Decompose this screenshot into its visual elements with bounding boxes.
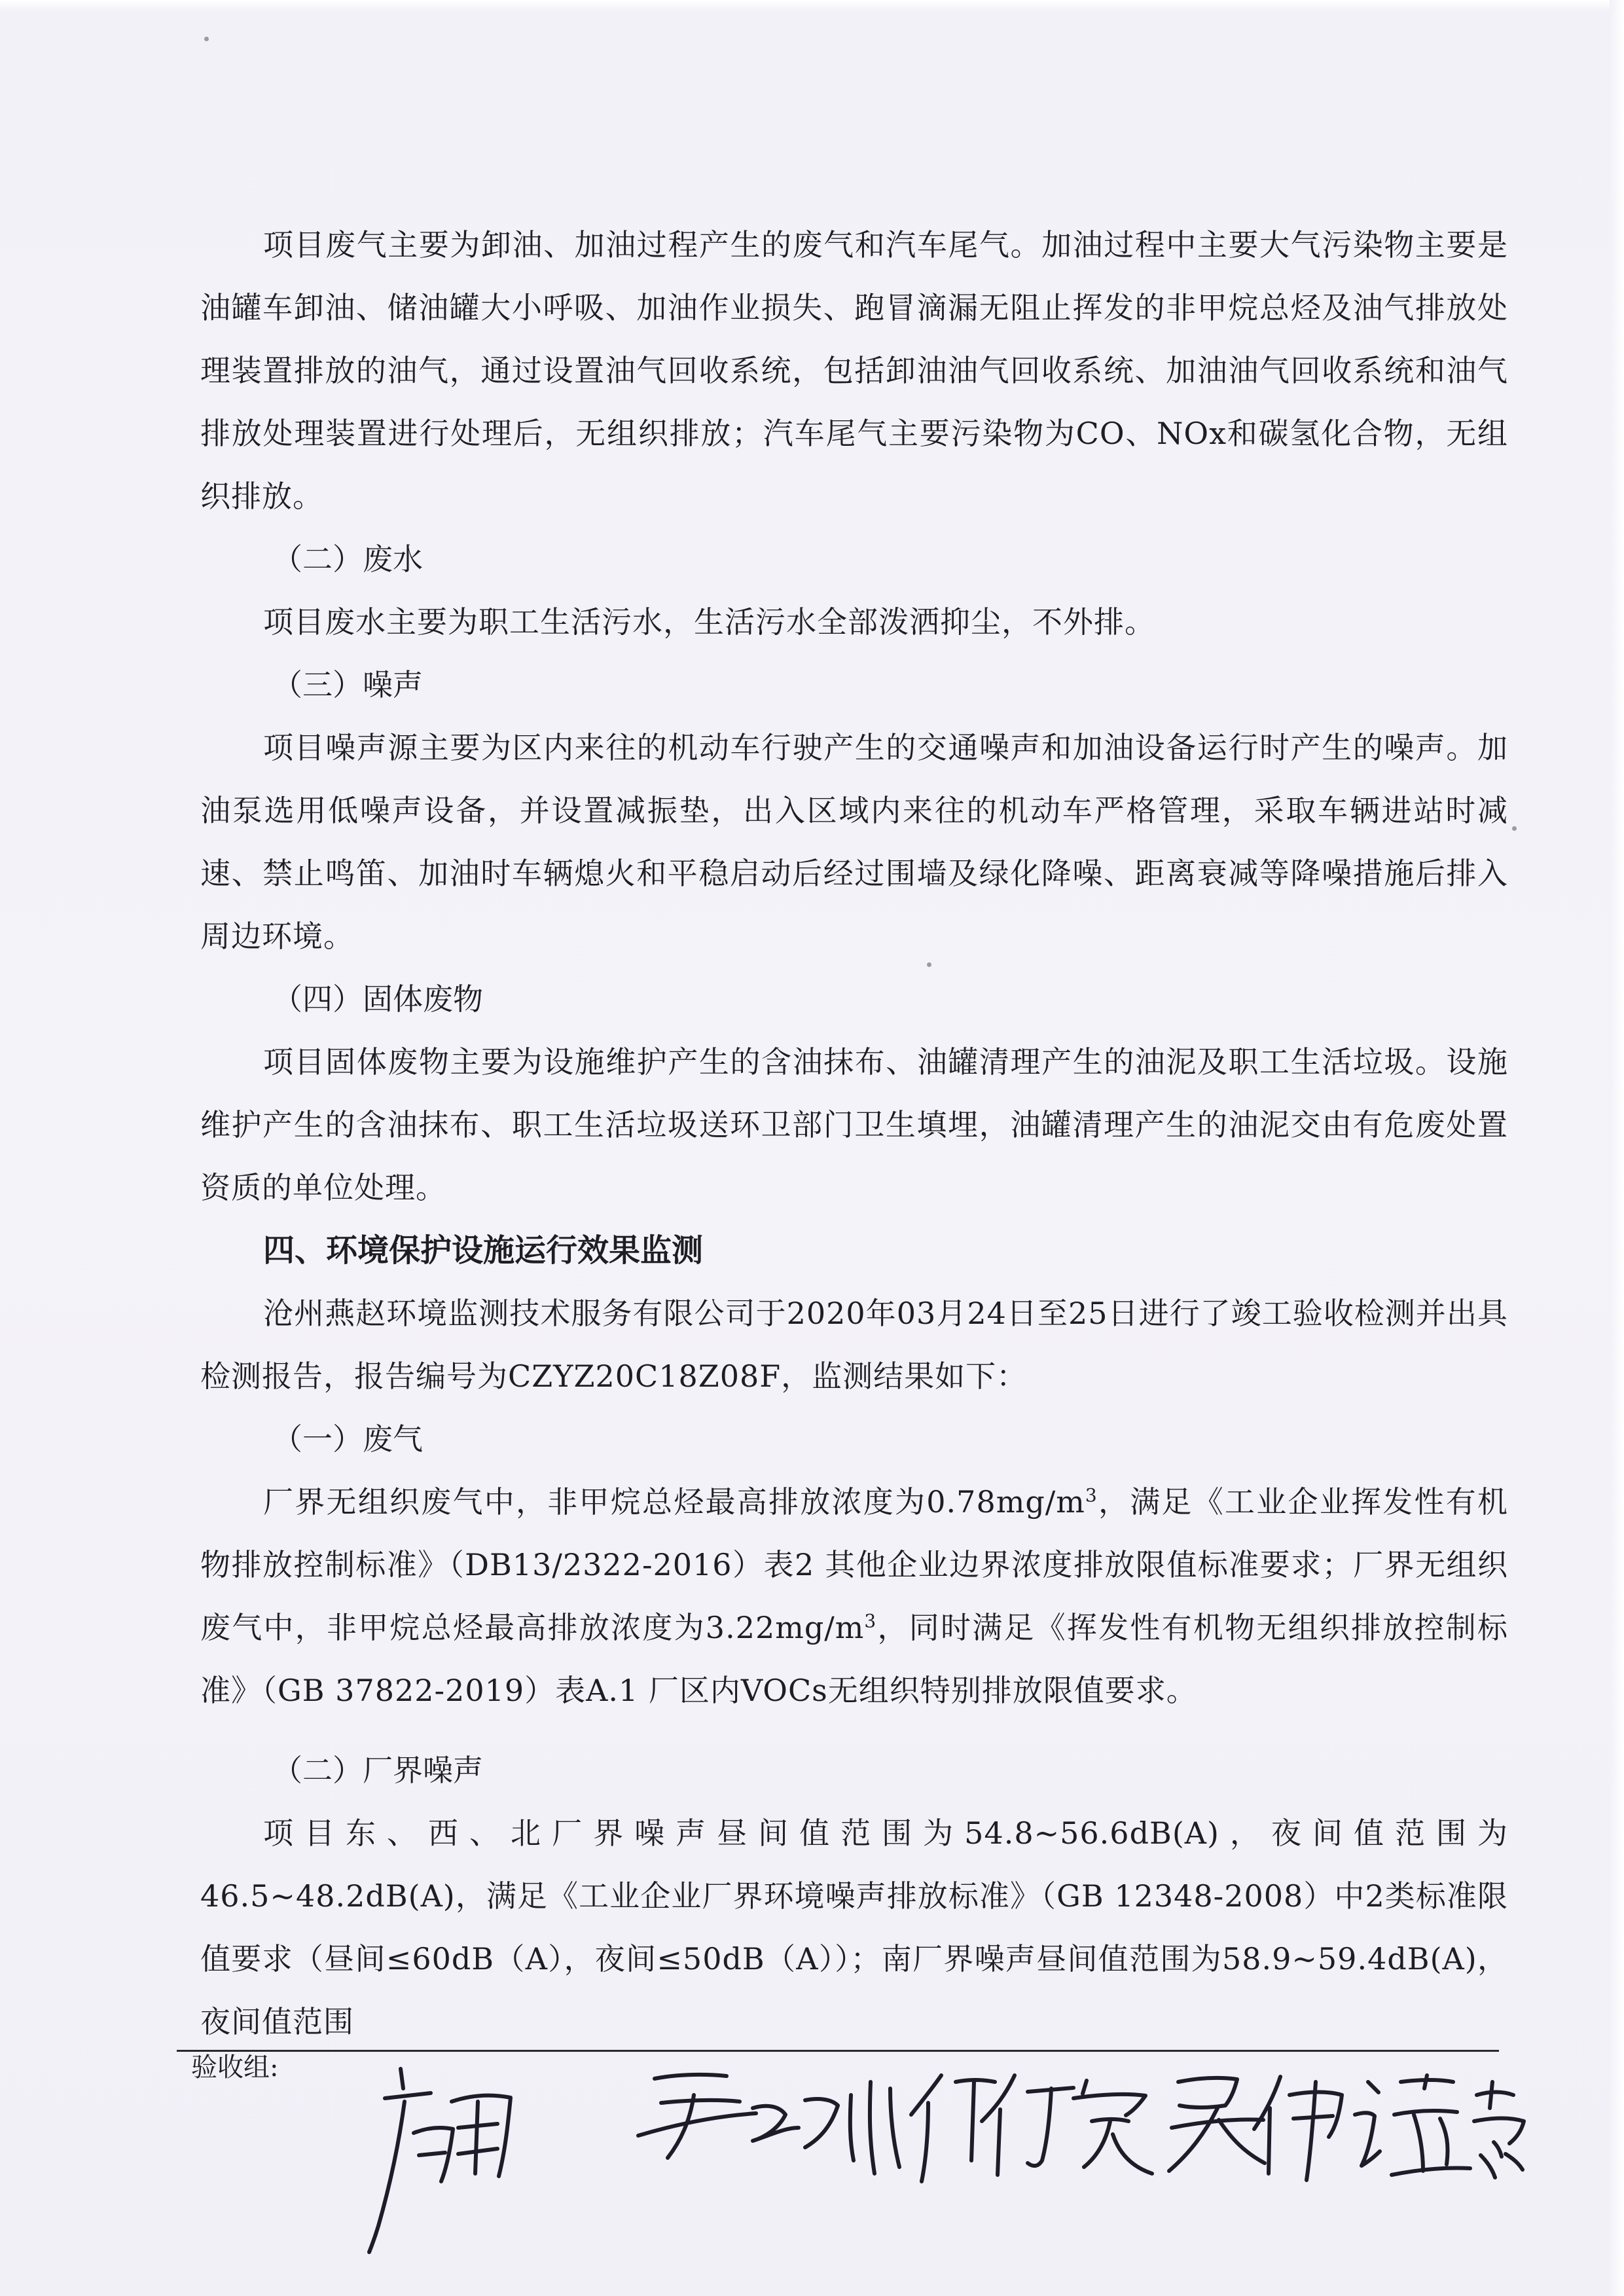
paragraph-boundary-noise: 项目东、西、北厂界噪声昼间值范围为54.8~56.6dB(A)，夜间值范围为46.5~48.2dB(A)，满足《工业企业厂界环境噪声排放标准》（GB 12348-2008）中2类标准限值要求（昼间≤60dB（A），夜间≤50dB（A））；南厂界噪声昼间值范围为58.9~59.4dB(A)，夜间值范围 [200,1815,1508,2039]
subheading-gas-results: （一）废气 [272,1421,423,1457]
scan-edge [1610,0,1624,2296]
gas-text-part2: ，满足《工业企业挥发性有机物排放控制标准》（DB13/2322-2016）表2 其他企业边界浓度排放限值标准要求；厂界无组织废气中，非甲烷总烃最高排放浓度为3.22mg/m [200,1484,1509,1645]
superscript: 3 [864,1610,877,1632]
paragraph-gas-results [200,1470,1508,1722]
paragraph-solid-waste: 项目固体废物主要为设施维护产生的含油抹布、油罐清理产生的油泥及职工生活垃圾。设施维护产生的含油抹布、职工生活垃圾送环卫部门卫生填埋，油罐清理产生的油泥交由有危废处置资质的单位处理。 [200,1044,1508,1205]
scan-speck [204,37,209,41]
document-body [200,213,1508,2053]
subheading-wastewater: （二）废水 [272,541,423,577]
gas-text-part1: 厂界无组织废气中，非甲烷总烃最高排放浓度为0.78mg/m [263,1484,1085,1520]
paragraph-exhaust-gas: 项目废气主要为卸油、加油过程产生的废气和汽车尾气。加油过程中主要大气污染物主要是油罐车卸油、储油罐大小呼吸、加油作业损失、跑冒滴漏无阻止挥发的非甲烷总烃及油气排放处理装置排放的油气，通过设置油气回收系统，包括卸油油气回收系统、加油油气回收系统和油气排放处理装置进行处理后，无组织排放；汽车尾气主要污染物为CO、NOx和碳氢化合物，无组织排放。 [200,227,1508,514]
subheading-noise: （三）噪声 [272,667,423,702]
gas-text-part3: ，同时满足《挥发性有机物无组织排放控制标准》（GB 37822-2019）表A.1 厂区内VOCs无组织特别排放限值要求。 [200,1610,1509,1708]
subheading-solid-waste: （四）固体废物 [272,981,483,1017]
acceptance-group-label: 验收组: [191,2052,279,2083]
superscript: 3 [1085,1484,1098,1506]
subheading-boundary-noise: （二）厂界噪声 [272,1753,483,1788]
scan-speck [1512,826,1517,831]
section-heading-monitoring: 四、环境保护设施运行效果监测 [263,1232,704,1269]
scan-edge [0,0,1624,12]
footer-rule [177,2050,1499,2052]
paragraph-wastewater: 项目废水主要为职工生活污水，生活污水全部泼洒抑尘，不外排。 [263,604,1155,640]
paragraph-monitoring-intro: 沧州燕赵环境监测技术服务有限公司于2020年03月24日至25日进行了竣工验收检测并出具检测报告，报告编号为CZYZ20C18Z08F，监测结果如下： [200,1296,1508,1394]
paragraph-noise: 项目噪声源主要为区内来往的机动车行驶产生的交通噪声和加油设备运行时产生的噪声。加油泵选用低噪声设备，并设置减振垫，出入区域内来往的机动车严格管理，采取车辆进站时减速、禁止鸣笛、加油时车辆熄火和平稳启动后经过围墙及绿化降噪、距离衰减等降噪措施后排入周边环境。 [200,730,1508,954]
